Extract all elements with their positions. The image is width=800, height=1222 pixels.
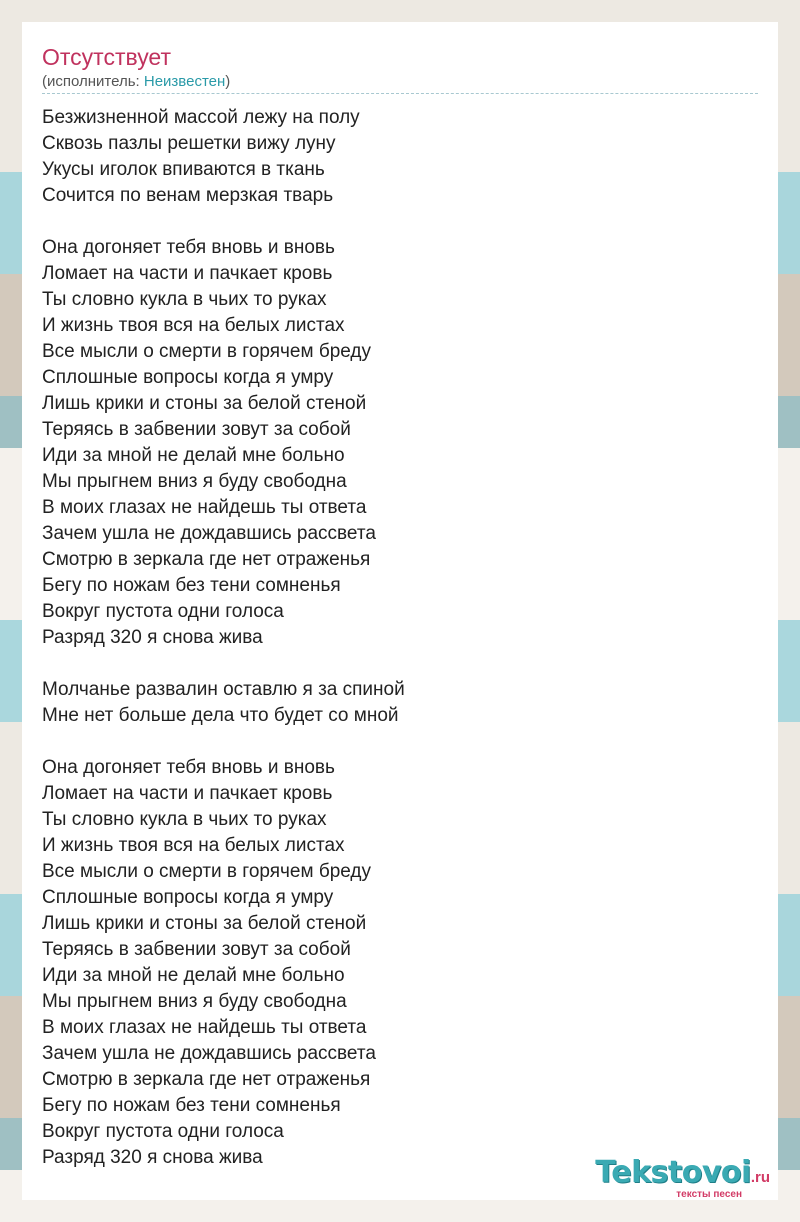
- lyric-line: Молчанье развалин оставлю я за спиной: [42, 679, 405, 700]
- lyric-line: Ты словно кукла в чьих то руках: [42, 809, 327, 830]
- logo-wordmark: [595, 1155, 770, 1190]
- lyric-line: Все мысли о смерти в горячем бреду: [42, 861, 372, 882]
- lyric-line: Лишь крики и стоны за белой стеной: [42, 393, 367, 414]
- logo-tld: .ru: [750, 1169, 770, 1186]
- logo-tagline: тексты песен: [676, 1189, 742, 1200]
- artist-line: [42, 73, 230, 90]
- lyric-line: Сплошные вопросы когда я умру: [42, 887, 334, 908]
- site-logo[interactable]: [568, 1155, 780, 1201]
- lyric-line: И жизнь твоя вся на белых листах: [42, 835, 345, 856]
- lyric-line: Ты словно кукла в чьих то руках: [42, 289, 327, 310]
- lyric-line: Смотрю в зеркала где нет отраженья: [42, 549, 371, 570]
- lyric-line: Сквозь пазлы решетки вижу луну: [42, 133, 336, 154]
- lyric-line: Лишь крики и стоны за белой стеной: [42, 913, 367, 934]
- logo-name: Tekstovoi: [595, 1155, 751, 1190]
- lyric-line: Безжизненной массой лежу на полу: [42, 107, 360, 128]
- artist-prefix: (исполнитель:: [42, 73, 144, 90]
- lyric-line: Иди за мной не делай мне больно: [42, 965, 345, 986]
- lyric-line: В моих глазах не найдешь ты ответа: [42, 497, 367, 518]
- lyric-line: Ломает на части и пачкает кровь: [42, 263, 333, 284]
- lyrics-card: [22, 22, 778, 1200]
- lyric-line: Вокруг пустота одни голоса: [42, 1121, 284, 1142]
- lyric-line: Сплошные вопросы когда я умру: [42, 367, 334, 388]
- song-title: Отсутствует: [42, 44, 171, 70]
- lyric-line: Зачем ушла не дождавшись рассвета: [42, 1043, 376, 1064]
- lyric-line: Разряд 320 я снова жива: [42, 1147, 263, 1168]
- lyric-line: Бегу по ножам без тени сомненья: [42, 1095, 341, 1116]
- lyric-line: И жизнь твоя вся на белых листах: [42, 315, 345, 336]
- stanza-gap: [42, 209, 758, 235]
- lyric-line: Разряд 320 я снова жива: [42, 627, 263, 648]
- stanza-gap: [42, 729, 758, 755]
- lyric-line: Все мысли о смерти в горячем бреду: [42, 341, 372, 362]
- lyric-line: В моих глазах не найдешь ты ответа: [42, 1017, 367, 1038]
- lyric-line: Смотрю в зеркала где нет отраженья: [42, 1069, 371, 1090]
- lyric-line: Она догоняет тебя вновь и вновь: [42, 237, 335, 258]
- lyric-line: Теряясь в забвении зовут за собой: [42, 419, 351, 440]
- lyric-line: Мы прыгнем вниз я буду свободна: [42, 991, 347, 1012]
- lyric-line: Ломает на части и пачкает кровь: [42, 783, 333, 804]
- artist-link[interactable]: Неизвестен: [143, 73, 226, 90]
- lyric-line: Она догоняет тебя вновь и вновь: [42, 757, 335, 778]
- lyric-line: Зачем ушла не дождавшись рассвета: [42, 523, 376, 544]
- lyric-line: Иди за мной не делай мне больно: [42, 445, 345, 466]
- dashed-divider: [42, 93, 758, 94]
- lyric-line: Вокруг пустота одни голоса: [42, 601, 284, 622]
- lyric-line: Сочится по венам мерзкая тварь: [42, 185, 334, 206]
- stanza-gap: [42, 651, 758, 677]
- artist-suffix: ): [225, 73, 231, 90]
- lyric-line: Бегу по ножам без тени сомненья: [42, 575, 341, 596]
- lyric-line: Мы прыгнем вниз я буду свободна: [42, 471, 347, 492]
- lyrics-text: [42, 105, 758, 1171]
- lyric-line: Мне нет больше дела что будет со мной: [42, 705, 399, 726]
- lyric-line: Укусы иголок впиваются в ткань: [42, 159, 325, 180]
- lyric-line: Теряясь в забвении зовут за собой: [42, 939, 351, 960]
